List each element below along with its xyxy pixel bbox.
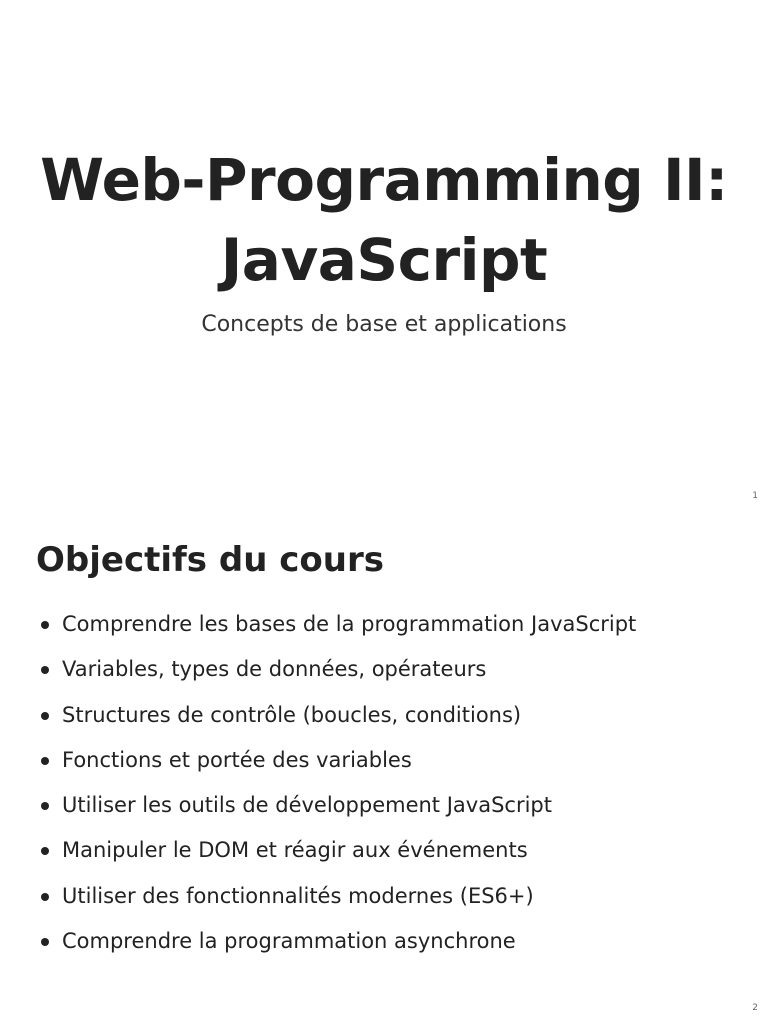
list-item [36,602,636,647]
slide-title-line-2: JavaScript [220,226,548,294]
slide-title-line-1: Web-Programming II: [40,146,728,214]
slide-title [0,140,768,300]
list-item-text: Comprendre la programmation asynchrone [62,929,516,954]
list-item-text: Variables, types de données, opérateurs [62,657,487,682]
objectives-slide [0,512,768,1024]
list-item-text: Utiliser des fonctionnalités modernes (ES6+) [62,883,534,908]
list-item [36,828,636,873]
list-item-text: Comprendre les bases de la programmation JavaScript [62,612,637,636]
slide-heading: Objectifs du cours [36,540,384,580]
bullet-icon [41,757,49,765]
list-item-text: Fonctions et portée des variables [62,747,412,772]
list-item-text: Structures de contrôle (boucles, conditions) [62,702,522,727]
list-item [36,693,636,738]
bullet-icon [41,712,49,720]
bullet-icon [41,666,49,674]
objectives-list [36,602,636,964]
list-item [36,738,636,783]
slide-subtitle: Concepts de base et applications [201,312,567,337]
bullet-icon [41,847,49,855]
page-number: 2 [752,1003,758,1013]
list-item [36,874,636,919]
list-item-text: Manipuler le DOM et réagir aux événements [62,838,528,863]
page-number: 1 [752,491,758,501]
list-item [36,783,636,828]
list-item [36,919,636,964]
list-item [36,647,636,692]
bullet-icon [41,802,49,810]
bullet-icon [41,938,49,946]
list-item-text: Utiliser les outils de développement JavaScript [62,793,552,818]
bullet-icon [41,621,49,629]
bullet-icon [41,893,49,901]
